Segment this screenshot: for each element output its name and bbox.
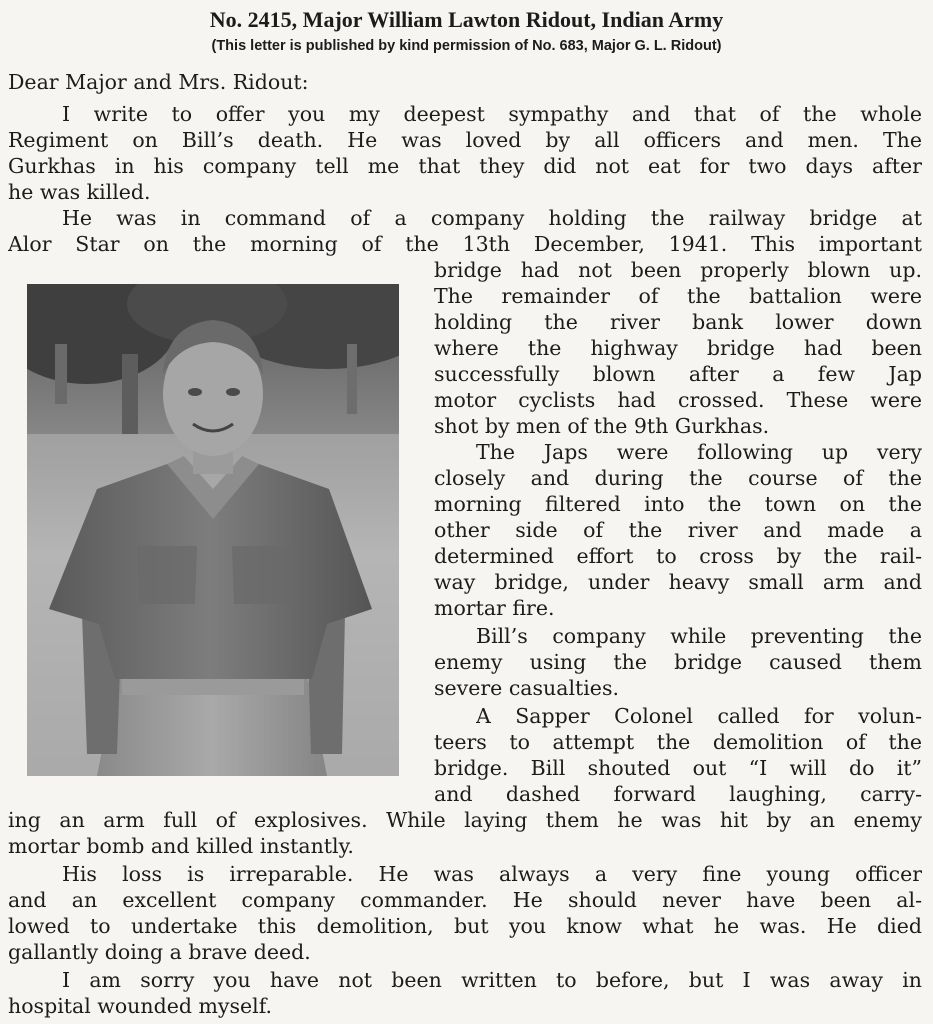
text-line: He was in command of a company holding the railway bridge at [62,206,922,230]
page-subtitle: (This letter is published by kind permission of No. 683, Major G. L. Ridout) [211,38,722,54]
portrait-illustration [27,284,399,776]
text-line: Alor Star on the morning of the 13th December, 1941. This important [8,232,922,256]
text-line: The Japs were following up very [476,440,922,464]
text-line: I am sorry you have not been written to before, but I was away in [62,968,922,992]
text-line: Gurkhas in his company tell me that they did not eat for two days after [8,154,922,178]
text-line: morning filtered into the town on the [434,492,922,516]
text-line: His loss is irreparable. He was always a very fine young officer [62,862,922,886]
text-line: other side of the river and made a [434,518,922,542]
text-line: determined effort to cross by the rail- [434,544,922,568]
text-line: The remainder of the battalion were [434,284,922,308]
portrait-photo [27,284,399,776]
text-line: closely and during the course of the [434,466,922,490]
text-line: bridge. Bill shouted out “I will do it” [434,756,922,780]
text-line: way bridge, under heavy small arm and [434,570,922,594]
text-line: hospital wounded myself. [8,994,273,1018]
text-line: and dashed forward laughing, carry- [434,782,922,806]
text-line: mortar bomb and killed instantly. [8,834,354,858]
text-line: shot by men of the 9th Gurkhas. [434,414,770,438]
text-line: holding the river bank lower down [434,310,922,334]
text-line: and an excellent company commander. He should never have been al- [8,888,922,912]
salutation: Dear Major and Mrs. Ridout: [8,70,309,94]
text-line: ing an arm full of explosives. While laying them he was hit by an enemy [8,808,922,832]
text-line: where the highway bridge had been [434,336,922,360]
text-line: enemy using the bridge caused them [434,650,922,674]
text-line: successfully blown after a few Jap [434,362,922,386]
page-title: No. 2415, Major William Lawton Ridout, Indian Army [209,7,724,32]
text-line: Bill’s company while preventing the [476,624,922,648]
text-line: teers to attempt the demolition of the [434,730,922,754]
text-line: he was killed. [8,180,151,204]
text-line: lowed to undertake this demolition, but you know what he was. He died [8,914,922,938]
text-line: bridge had not been properly blown up. [434,258,922,282]
text-line: Regiment on Bill’s death. He was loved by all officers and men. The [8,128,922,152]
text-line: I write to offer you my deepest sympathy and that of the whole [62,102,922,126]
text-line: motor cyclists had crossed. These were [434,388,922,412]
text-line: severe casualties. [434,676,619,700]
text-line: gallantly doing a brave deed. [8,940,311,964]
text-line: A Sapper Colonel called for volun- [476,704,922,728]
text-line: mortar fire. [434,596,555,620]
